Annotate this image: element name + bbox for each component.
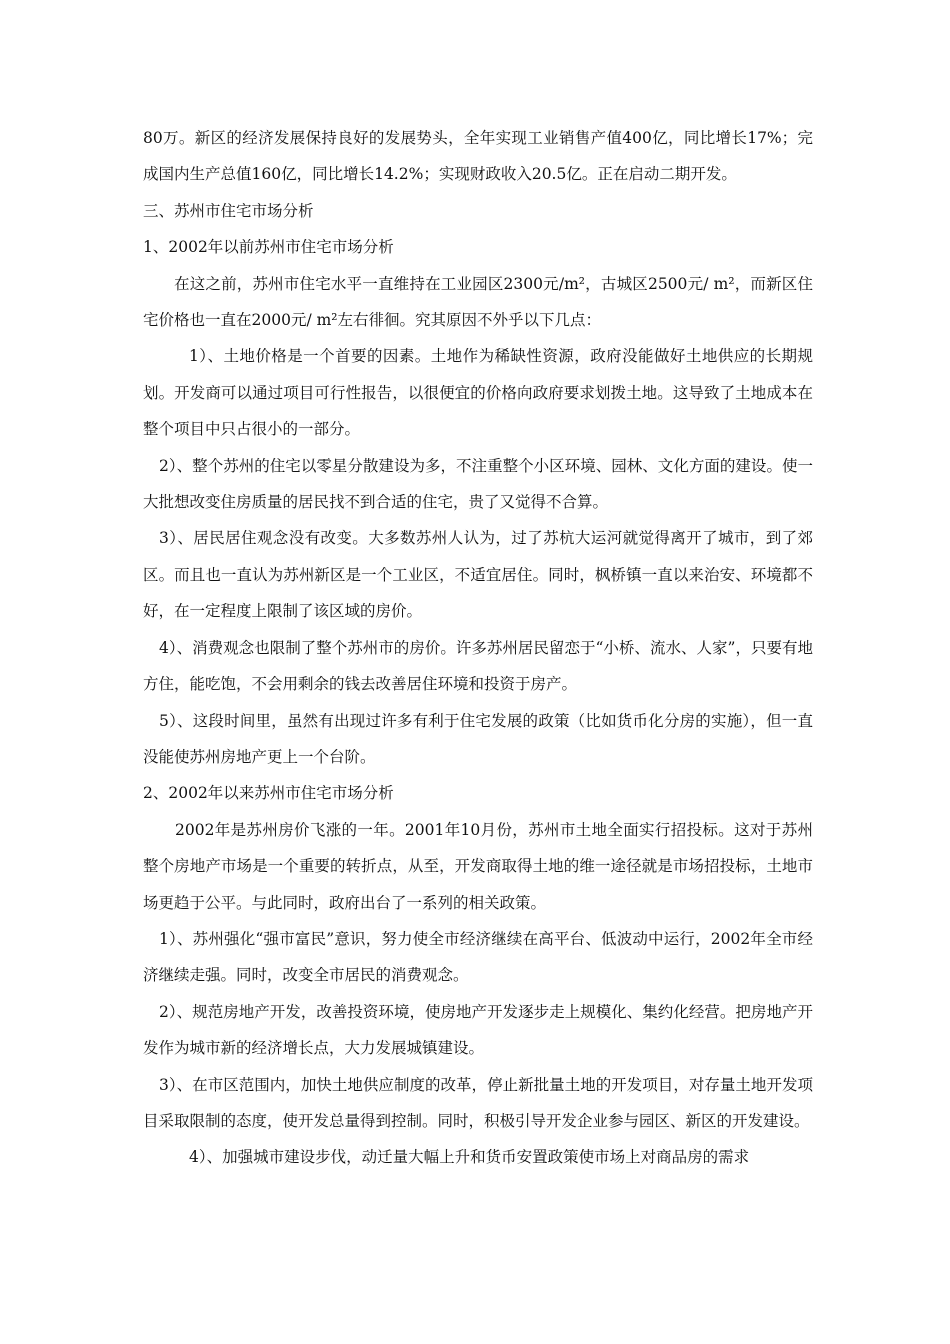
document-body: [143, 120, 813, 1176]
paragraph-reason-5: 5）、这段时间里，虽然有出现过许多有利于住宅发展的政策（比如货币化分房的实施），但一直没能使苏州房地产更上一个台阶。: [143, 711, 813, 766]
paragraph-policy-2: 2）、规范房地产开发，改善投资环境，使房地产开发逐步走上规模化、集约化经营。把房地产开发作为城市新的经济增长点，大力发展城镇建设。: [143, 1002, 813, 1058]
paragraph-reason-2: 2）、整个苏州的住宅以零星分散建设为多，不注重整个小区环境、园林、文化方面的建设。使一大批想改变住房质量的居民找不到合适的住宅，贵了又觉得不合算。: [143, 456, 813, 512]
paragraph-reason-4: 4）、消费观念也限制了整个苏州市的房价。许多苏州居民留恋于“小桥、流水、人家”，只要有地方住，能吃饱，不会用剩余的钱去改善居住环境和投资于房产。: [143, 638, 813, 694]
paragraph-policy-1: 1）、苏州强化“强市富民”意识，努力使全市经济继续在高平台、低波动中运行，2002年全市经济继续走强。同时，改变全市居民的消费观念。: [143, 929, 813, 985]
subheading-since-2002: 2、2002年以来苏州市住宅市场分析: [143, 784, 394, 803]
subheading-before-2002: 1、2002年以前苏州市住宅市场分析: [143, 238, 394, 257]
paragraph-policy-4: 4）、加强城市建设步伐，动迁量大幅上升和货币安置政策使市场上对商品房的需求: [189, 1148, 750, 1167]
paragraph-intro-before-2002: 在这之前，苏州市住宅水平一直维持在工业园区2300元/m²，古城区2500元/ m²，而新区住宅价格也一直在2000元/ m²左右徘徊。究其原因不外乎以下几点：: [143, 274, 813, 330]
paragraph-continuation: 80万。新区的经济发展保持良好的发展势头，全年实现工业销售产值400亿，同比增长17%；完成国内生产总值160亿，同比增长14.2%；实现财政收入20.5亿。正在启动二期开发。: [143, 129, 813, 184]
paragraph-intro-since-2002: 2002年是苏州房价飞涨的一年。2001年10月份，苏州市土地全面实行招投标。这对于苏州整个房地产市场是一个重要的转折点，从至，开发商取得土地的维一途径就是市场招投标，土地市场更趋于公平。与此同时，政府出台了一系列的相关政策。: [143, 820, 813, 912]
paragraph-policy-3: 3）、在市区范围内，加快土地供应制度的改革，停止新批量土地的开发项目，对存量土地开发项目采取限制的态度，使开发总量得到控制。同时，积极引导开发企业参与园区、新区的开发建设。: [143, 1075, 813, 1130]
section-heading-housing-market: 三、苏州市住宅市场分析: [143, 201, 314, 220]
paragraph-reason-1: 1）、土地价格是一个首要的因素。土地作为稀缺性资源，政府没能做好土地供应的长期规划。开发商可以通过项目可行性报告，以很便宜的价格向政府要求划拨土地。这导致了土地成本在整个项目中只占很小的一部分。: [143, 347, 813, 439]
paragraph-reason-3: 3）、居民居住观念没有改变。大多数苏州人认为，过了苏杭大运河就觉得离开了城市，到了郊区。而且也一直认为苏州新区是一个工业区，不适宜居住。同时，枫桥镇一直以来治安、环境都不好，在一定程度上限制了该区域的房价。: [143, 529, 813, 621]
